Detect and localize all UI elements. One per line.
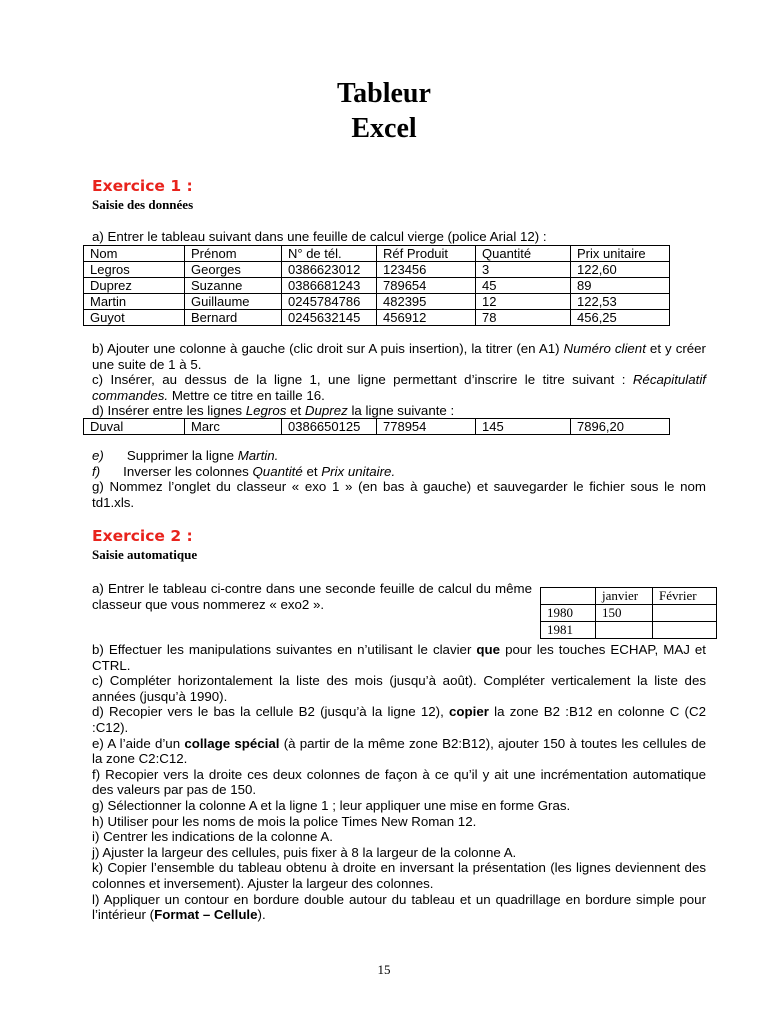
months-table: [540, 587, 717, 639]
instruction-2j: j) Ajuster la largeur des cellules, puis fixer à 8 la largeur de la colonne A.: [92, 844, 517, 860]
exercise-2-heading: Exercice 2 :: [92, 527, 193, 545]
table-cell: 12: [476, 294, 571, 310]
table-row: [541, 605, 717, 622]
table-cell: Quantité: [476, 246, 571, 262]
table-row: [84, 278, 670, 294]
table-cell: [596, 622, 653, 639]
table-cell: 456,25: [571, 310, 670, 326]
table-cell: Guyot: [84, 310, 185, 326]
table-row: [541, 622, 717, 639]
table-cell: 482395: [377, 294, 476, 310]
instruction-d: d) Insérer entre les lignes Legros et Duprez la ligne suivante :: [92, 403, 455, 419]
instruction-g: g) Nommez l’onglet du classeur « exo 1 » (en bas à gauche) et sauvegarder le fichier sous le nom td1.xls.: [92, 479, 706, 510]
page-title-line2: Excel: [351, 113, 417, 144]
instruction-2e: e) A l’aide d’un collage spécial (à partir de la même zone B2:B12), ajouter 150 à toutes les cellules de la zone C2:C12.: [92, 735, 706, 767]
table-cell: Martin: [84, 294, 185, 310]
instruction-2h: h) Utiliser pour les noms de mois la police Times New Roman 12.: [92, 813, 477, 829]
table-cell: 145: [476, 419, 571, 435]
table-cell: 122,53: [571, 294, 670, 310]
table-cell: 45: [476, 278, 571, 294]
instruction-f: f) Inverser les colonnes Quantité et Prix unitaire.: [92, 463, 396, 479]
table-cell: Guillaume: [185, 294, 282, 310]
table-cell: 0386650125: [282, 419, 377, 435]
ex1-intro: a) Entrer le tableau suivant dans une feuille de calcul vierge (police Arial 12) :: [92, 229, 547, 244]
exercise-1-subtitle: Saisie des données: [92, 197, 194, 212]
table-cell: N° de tél.: [282, 246, 377, 262]
table-cell: Prénom: [185, 246, 282, 262]
table-row: [84, 262, 670, 278]
table-cell: Suzanne: [185, 278, 282, 294]
insert-row-table: [83, 418, 670, 435]
ex2-instructions-list: [92, 642, 706, 923]
table-cell: Duprez: [84, 278, 185, 294]
table-cell: 0245632145: [282, 310, 377, 326]
table-cell: [541, 588, 596, 605]
table-cell: 89: [571, 278, 670, 294]
table-cell: Georges: [185, 262, 282, 278]
table-cell: Réf Produit: [377, 246, 476, 262]
table-cell: 78: [476, 310, 571, 326]
instruction-2i: i) Centrer les indications de la colonne A.: [92, 829, 333, 845]
instruction-2g: g) Sélectionner la colonne A et la ligne 1 ; leur appliquer une mise en forme Gras.: [92, 797, 571, 813]
table-cell: Nom: [84, 246, 185, 262]
table-cell: Legros: [84, 262, 185, 278]
table-cell: Février: [653, 588, 717, 605]
table-cell: Bernard: [185, 310, 282, 326]
instruction-2l: l) Appliquer un contour en bordure double autour du tableau et un quadrillage en bordure simple pour l’intérieur (Format – Cellule).: [92, 891, 706, 923]
instruction-c: c) Insérer, au dessus de la ligne 1, une ligne permettant d’inscrire le titre suivant : Récapitulatif commandes. Mettre ce titre en taille 16.: [92, 372, 706, 403]
table-cell: [653, 605, 717, 622]
table-cell: 0386623012: [282, 262, 377, 278]
table-cell: 3: [476, 262, 571, 278]
instruction-2c: c) Compléter horizontalement la liste des mois (jusqu’à août). Compléter verticalement la liste des années (jusqu’à 1990).: [92, 673, 706, 704]
ex1-instructions-e-g: [92, 448, 706, 510]
table-cell: 0386681243: [282, 278, 377, 294]
table-cell: 1981: [541, 622, 596, 639]
table-cell: 778954: [377, 419, 476, 435]
table-cell: [653, 622, 717, 639]
table-cell: Marc: [185, 419, 282, 435]
table-cell: 123456: [377, 262, 476, 278]
table-row: [84, 294, 670, 310]
instruction-2k: k) Copier l’ensemble du tableau obtenu à droite en inversant la présentation (les lignes deviennent des colonnes et inversement). Ajuster la largeur des colonnes.: [92, 860, 706, 891]
table-row: [84, 419, 670, 435]
table-cell: janvier: [596, 588, 653, 605]
table-cell: 0245784786: [282, 294, 377, 310]
instruction-2d: d) Recopier vers le bas la cellule B2 (jusqu’à la ligne 12), copier la zone B2 :B12 en colonne C (C2 :C12).: [92, 704, 706, 735]
table-cell: 7896,20: [571, 419, 670, 435]
table-cell: 789654: [377, 278, 476, 294]
instruction-2f: f) Recopier vers la droite ces deux colonnes de façon à ce qu’il y ait une incrémentation automatique des valeurs par pas de 150.: [92, 766, 706, 798]
instruction-2b: b) Effectuer les manipulations suivantes en n’utilisant le clavier que pour les touches ECHAP, MAJ et CTRL.: [92, 642, 706, 673]
page-title-line1: Tableur: [337, 78, 431, 109]
table-header-row: [84, 246, 670, 262]
table-cell: Duval: [84, 419, 185, 435]
table-header-row: [541, 588, 717, 605]
instruction-e: e) Supprimer la ligne Martin.: [92, 448, 279, 463]
table-cell: 150: [596, 605, 653, 622]
data-table: [83, 245, 670, 326]
exercise-2-subtitle: Saisie automatique: [92, 547, 198, 562]
table-cell: 122,60: [571, 262, 670, 278]
instruction-b: b) Ajouter une colonne à gauche (clic droit sur A puis insertion), la titrer (en A1) Numéro client et y créer une suite de 1 à 5.: [92, 341, 706, 372]
page-number: 15: [377, 962, 391, 977]
table-row: [84, 310, 670, 326]
table-cell: 1980: [541, 605, 596, 622]
table-cell: 456912: [377, 310, 476, 326]
ex1-instructions-b-d: [92, 341, 706, 419]
ex2-instruction-a: a) Entrer le tableau ci-contre dans une seconde feuille de calcul du même classeur que vous nommerez « exo2 ».: [92, 581, 532, 612]
table-cell: Prix unitaire: [571, 246, 670, 262]
exercise-1-heading: Exercice 1 :: [92, 177, 193, 195]
